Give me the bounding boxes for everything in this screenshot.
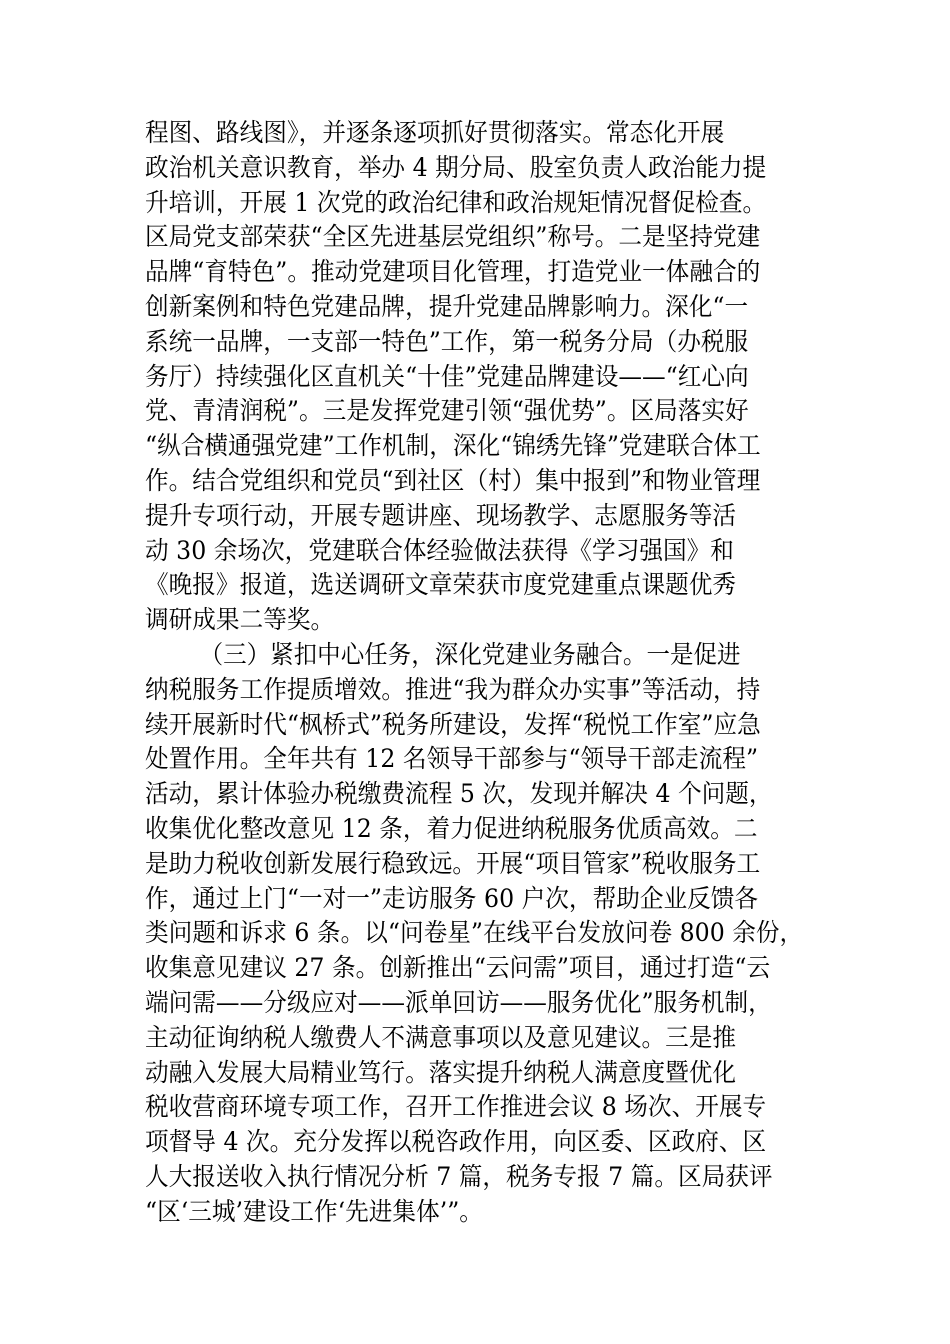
text-line: 项督导 4 次。充分发挥以税咨政作用，向区委、区政府、区: [145, 1127, 767, 1157]
text-line: （三）紧扣中心任务，深化党建业务融合。一是促进: [199, 639, 741, 669]
text-line: 务厅）持续强化区直机关“十佳”党建品牌建设——“红心向: [145, 361, 749, 391]
text-line: 收集优化整改意见 12 条，着力促进纳税服务优质高效。二: [145, 813, 758, 843]
text-line: 政治机关意识教育，举办 4 期分局、股室负责人政治能力提: [145, 152, 767, 182]
text-line: 创新案例和特色党建品牌，提升党建品牌影响力。深化“一: [145, 291, 749, 321]
text-line: “区‘三城’建设工作‘先进集体’”。: [145, 1196, 483, 1226]
text-line: 税收营商环境专项工作，召开工作推进会议 8 场次、开展专: [145, 1092, 767, 1122]
text-line: 调研成果二等奖。: [145, 605, 335, 635]
text-line: 是助力税收创新发展行稳致远。开展“项目管家”税收服务工: [145, 848, 761, 878]
text-line: 主动征询纳税人缴费人不满意事项以及意见建议。三是推: [145, 1022, 737, 1052]
text-line: 动融入发展大局精业笃行。落实提升纳税人满意度暨优化: [145, 1057, 737, 1087]
text-line: 作。结合党组织和党员“到社区（村）集中报到”和物业管理: [145, 465, 761, 495]
text-line: 提升专项行动，开展专题讲座、现场教学、志愿服务等活: [145, 500, 737, 530]
text-line: 处置作用。全年共有 12 名领导干部参与“领导干部走流程”: [145, 744, 759, 774]
text-line: 续开展新时代“枫桥式”税务所建设，发挥“税悦工作室”应急: [145, 709, 761, 739]
text-line: 端问需——分级应对——派单回访——服务优化”服务机制，: [145, 987, 772, 1017]
text-line: 作，通过上门“一对一”走访服务 60 户次，帮助企业反馈各: [145, 883, 759, 913]
text-line: 动 30 余场次，党建联合体经验做法获得《学习强国》和: [145, 535, 734, 565]
text-line: 《晚报》报道，选送调研文章荣获市度党建重点课题优秀: [145, 570, 737, 600]
text-line: 区局党支部荣获“全区先进基层党组织”称号。二是坚持党建: [145, 222, 761, 252]
text-line: 类问题和诉求 6 条。以“问卷星”在线平台发放问卷 800 余份，: [145, 918, 804, 948]
text-line: 升培训，开展 1 次党的政治纪律和政治规矩情况督促检查。: [145, 187, 767, 217]
text-line: 人大报送收入执行情况分析 7 篇，税务专报 7 篇。区局获评: [145, 1161, 773, 1191]
text-line: 品牌“育特色”。推动党建项目化管理，打造党业一体融合的: [145, 257, 761, 287]
text-line: 收集意见建议 27 条。创新推出“云问需”项目，通过打造“云: [145, 953, 771, 983]
text-line: 活动，累计体验办税缴费流程 5 次，发现并解决 4 个问题，: [145, 779, 773, 809]
text-line: 程图、路线图》，并逐条逐项抓好贯彻落实。常态化开展: [145, 118, 725, 147]
text-line: 纳税服务工作提质增效。推进“我为群众办实事”等活动，持: [145, 674, 761, 704]
body-text: [145, 116, 845, 1230]
text-line: 系统一品牌，一支部一特色”工作，第一税务分局（办税服: [145, 326, 749, 356]
text-line: 党、青清润税”。三是发挥党建引领“强优势”。区局落实好: [145, 396, 749, 426]
text-line: “纵合横通强党建”工作机制，深化“锦绣先锋”党建联合体工: [145, 431, 761, 461]
